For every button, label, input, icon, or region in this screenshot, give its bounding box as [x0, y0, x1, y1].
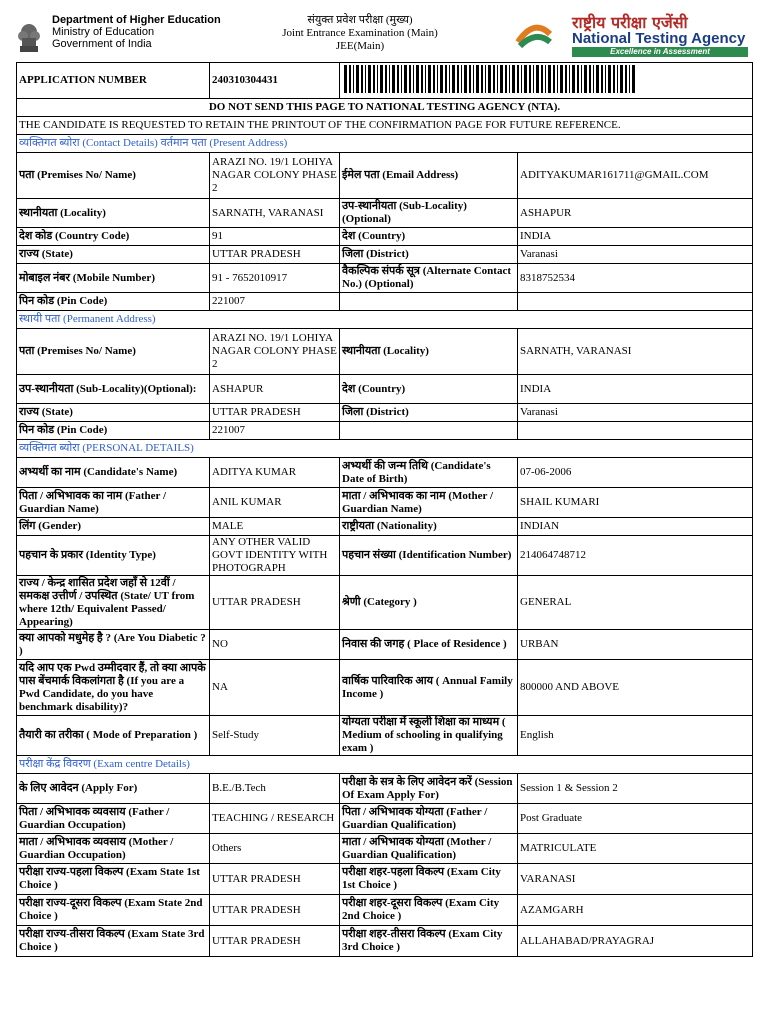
field-label: अभ्यर्थी का नाम (Candidate's Name)	[17, 458, 210, 488]
barcode-bar	[521, 65, 522, 93]
table-row	[17, 199, 753, 228]
table-row	[17, 404, 753, 422]
barcode-bar	[632, 65, 635, 93]
barcode-bar	[476, 65, 479, 93]
field-label: परीक्षा शहर-तीसरा विकल्प (Exam City 3rd Choice )	[340, 926, 518, 957]
national-emblem-icon	[14, 16, 44, 56]
barcode-bar	[589, 65, 591, 93]
barcode-bar	[416, 65, 419, 93]
field-label: स्थानीयता (Locality)	[17, 199, 210, 228]
table-row	[17, 716, 753, 756]
barcode-bar	[553, 65, 555, 93]
field-value: Varanasi	[518, 246, 753, 264]
barcode-bar	[505, 65, 507, 93]
barcode-bar	[545, 65, 546, 93]
barcode-bar	[517, 65, 519, 93]
barcode-bar	[488, 65, 491, 93]
field-value	[518, 293, 753, 311]
barcode-bar	[365, 65, 366, 93]
table-row	[17, 834, 753, 864]
table-row	[17, 422, 753, 440]
barcode-bar	[509, 65, 510, 93]
field-value: Others	[210, 834, 340, 864]
nta-logo-icon	[514, 20, 554, 52]
barcode-bar	[548, 65, 551, 93]
field-value: English	[518, 716, 753, 756]
table-row	[17, 293, 753, 311]
table-row	[17, 488, 753, 518]
field-value: SARNATH, VARANASI	[210, 199, 340, 228]
field-value: Session 1 & Session 2	[518, 774, 753, 804]
field-label: माता / अभिभावक योग्यता (Mother / Guardian Qualification)	[340, 834, 518, 864]
field-label: वार्षिक पारिवारिक आय ( Annual Family Income )	[340, 660, 518, 716]
barcode-bar	[401, 65, 402, 93]
notice-row	[17, 117, 753, 135]
barcode-bar	[584, 65, 587, 93]
ministry-name: Ministry of Education	[52, 26, 155, 38]
barcode-bar	[529, 65, 531, 93]
exam-title-block	[250, 14, 470, 53]
table-row	[17, 329, 753, 375]
barcode-bar	[497, 65, 498, 93]
barcode-cell	[340, 63, 753, 99]
section-personal-details: व्यक्तिगत ब्योरा (PERSONAL DETAILS)	[17, 440, 753, 458]
field-label: पिन कोड (Pin Code)	[17, 293, 210, 311]
application-number: 240310304431	[210, 63, 340, 99]
field-label: परीक्षा राज्य-दूसरा विकल्प (Exam State 2nd Choice )	[17, 895, 210, 926]
dept-title: Department of Higher Education	[52, 14, 221, 26]
section-row	[17, 311, 753, 329]
field-value: ARAZI NO. 19/1 LOHIYA NAGAR COLONY PHASE 2	[210, 153, 340, 199]
barcode-bar	[577, 65, 579, 93]
application-row	[17, 63, 753, 99]
barcode-bar	[425, 65, 426, 93]
table-row	[17, 926, 753, 957]
field-value: MATRICULATE	[518, 834, 753, 864]
field-label: जिला (District)	[340, 404, 518, 422]
table-row	[17, 246, 753, 264]
field-label: ईमेल पता (Email Address)	[340, 153, 518, 199]
field-label: राज्य (State)	[17, 246, 210, 264]
field-label	[340, 422, 518, 440]
table-row	[17, 804, 753, 834]
field-value: UTTAR PRADESH	[210, 864, 340, 895]
nta-name-hindi: राष्ट्रीय परीक्षा एजेंसी	[572, 13, 688, 32]
barcode-bar	[464, 65, 467, 93]
barcode-bar	[457, 65, 459, 93]
exam-title-hindi: संयुक्त प्रवेश परीक्षा (मुख्य)	[307, 14, 413, 26]
notice-do-not-send: DO NOT SEND THIS PAGE TO NATIONAL TESTING AGENCY (NTA).	[17, 99, 753, 117]
field-label: पहचान संख्या (Identification Number)	[340, 536, 518, 576]
field-label: स्थानीयता (Locality)	[340, 329, 518, 375]
exam-short-name: JEE(Main)	[335, 40, 385, 52]
field-label: उप-स्थानीयता (Sub-Locality)(Optional)	[340, 199, 518, 228]
field-value: ADITYA KUMAR	[210, 458, 340, 488]
notice-retain-printout: THE CANDIDATE IS REQUESTED TO RETAIN THE PRINTOUT OF THE CONFIRMATION PAGE FOR FUTURE REFERENCE.	[17, 117, 753, 135]
barcode-bar	[437, 65, 438, 93]
field-label: माता / अभिभावक का नाम (Mother / Guardian Name)	[340, 488, 518, 518]
field-value: 8318752534	[518, 264, 753, 293]
field-label: यदि आप एक Pwd उम्मीदवार हैं, तो क्या आपके पास बेंचमार्क विकलांगता है (If you are a Pwd Candidate, do you have benchmark disability)?	[17, 660, 210, 716]
field-label: उप-स्थानीयता (Sub-Locality)(Optional):	[17, 375, 210, 404]
barcode-bar	[625, 65, 627, 93]
field-value: UTTAR PRADESH	[210, 895, 340, 926]
barcode-bar	[473, 65, 474, 93]
field-label: पता (Premises No/ Name)	[17, 153, 210, 199]
field-label: मोबाइल नंबर (Mobile Number)	[17, 264, 210, 293]
barcode-bar	[385, 65, 387, 93]
barcode-bar	[449, 65, 450, 93]
field-label: अभ्यर्थी की जन्म तिथि (Candidate's Date of Birth)	[340, 458, 518, 488]
table-row	[17, 518, 753, 536]
barcode-bar	[608, 65, 611, 93]
field-value: ANY OTHER VALID GOVT IDENTITY WITH PHOTOGRAPH	[210, 536, 340, 576]
field-label: परीक्षा के सत्र के लिए आवेदन करें (Session Of Exam Apply For)	[340, 774, 518, 804]
exam-title-english: Joint Entrance Examination (Main)	[282, 27, 438, 39]
barcode-bar	[397, 65, 399, 93]
nta-name-english: National Testing Agency	[572, 30, 746, 47]
confirmation-table	[16, 62, 753, 957]
table-row	[17, 153, 753, 199]
barcode-bar	[565, 65, 567, 93]
field-label: वैकल्पिक संपर्क सूत्र (Alternate Contact No.) (Optional)	[340, 264, 518, 293]
section-contact-details: व्यक्तिगत ब्योरा (Contact Details) वर्तमान पता (Present Address)	[17, 135, 753, 153]
barcode-bar	[596, 65, 599, 93]
field-value: 221007	[210, 422, 340, 440]
barcode-bar	[389, 65, 390, 93]
barcode-bar	[601, 65, 603, 93]
field-value: UTTAR PRADESH	[210, 246, 340, 264]
section-row	[17, 440, 753, 458]
field-label: पता (Premises No/ Name)	[17, 329, 210, 375]
barcode-bar	[524, 65, 527, 93]
barcode-bar	[512, 65, 515, 93]
application-label: APPLICATION NUMBER	[17, 63, 210, 99]
field-label: देश (Country)	[340, 375, 518, 404]
field-value: GENERAL	[518, 576, 753, 630]
barcode-bar	[368, 65, 371, 93]
barcode-bar	[560, 65, 563, 93]
field-value: AZAMGARH	[518, 895, 753, 926]
barcode-bar	[404, 65, 407, 93]
table-row	[17, 536, 753, 576]
barcode-bar	[500, 65, 503, 93]
field-label: पहचान के प्रकार (Identity Type)	[17, 536, 210, 576]
barcode-bar	[452, 65, 455, 93]
barcode-bar	[481, 65, 483, 93]
barcode-bar	[440, 65, 443, 93]
section-permanent-address: स्थायी पता (Permanent Address)	[17, 311, 753, 329]
field-value: TEACHING / RESEARCH	[210, 804, 340, 834]
field-value: 07-06-2006	[518, 458, 753, 488]
field-value: UTTAR PRADESH	[210, 576, 340, 630]
barcode-bar	[353, 65, 354, 93]
field-label: देश कोड (Country Code)	[17, 228, 210, 246]
barcode-bar	[392, 65, 395, 93]
department-block	[52, 14, 221, 50]
field-value: ADITYAKUMAR161711@GMAIL.COM	[518, 153, 753, 199]
field-label	[340, 293, 518, 311]
field-value: 91	[210, 228, 340, 246]
barcode-bar	[557, 65, 558, 93]
field-label: क्या आपको मधुमेह है ? (Are You Diabetic ? )	[17, 630, 210, 660]
field-value: UTTAR PRADESH	[210, 404, 340, 422]
field-label: लिंग (Gender)	[17, 518, 210, 536]
field-value: MALE	[210, 518, 340, 536]
field-value: URBAN	[518, 630, 753, 660]
field-label: परीक्षा राज्य-पहला विकल्प (Exam State 1st Choice )	[17, 864, 210, 895]
table-row	[17, 660, 753, 716]
field-value: 91 - 7652010917	[210, 264, 340, 293]
field-label: पिन कोड (Pin Code)	[17, 422, 210, 440]
barcode-bar	[581, 65, 582, 93]
field-label: परीक्षा शहर-दूसरा विकल्प (Exam City 2nd Choice )	[340, 895, 518, 926]
field-value: ARAZI NO. 19/1 LOHIYA NAGAR COLONY PHASE 2	[210, 329, 340, 375]
table-row	[17, 895, 753, 926]
barcode-bar	[428, 65, 431, 93]
field-value: ANIL KUMAR	[210, 488, 340, 518]
table-row	[17, 774, 753, 804]
field-label: पिता / अभिभावक का नाम (Father / Guardian Name)	[17, 488, 210, 518]
field-label: योग्यता परीक्षा में स्कूली शिक्षा का माध्यम ( Medium of schooling in qualifying exam )	[340, 716, 518, 756]
field-label: श्रेणी (Category )	[340, 576, 518, 630]
barcode-bar	[617, 65, 618, 93]
field-value: 800000 AND ABOVE	[518, 660, 753, 716]
field-label: राष्ट्रीयता (Nationality)	[340, 518, 518, 536]
field-value	[518, 422, 753, 440]
barcode-bar	[380, 65, 383, 93]
table-row	[17, 264, 753, 293]
field-value: INDIA	[518, 228, 753, 246]
table-row	[17, 630, 753, 660]
field-value: INDIA	[518, 375, 753, 404]
table-row	[17, 375, 753, 404]
barcode-bar	[485, 65, 486, 93]
barcode-icon	[342, 64, 636, 94]
barcode-bar	[344, 65, 347, 93]
field-label: राज्य (State)	[17, 404, 210, 422]
barcode-bar	[572, 65, 575, 93]
section-row	[17, 756, 753, 774]
section-row	[17, 135, 753, 153]
field-label: राज्य / केन्द्र शासित प्रदेश जहाँ से 12वीं / समकक्ष उत्तीर्ण / उपस्थित (State/ UT from where 12th/ Equivalent Passed/ Appearing)	[17, 576, 210, 630]
government-name: Government of India	[52, 38, 152, 50]
table-row	[17, 228, 753, 246]
field-value: Post Graduate	[518, 804, 753, 834]
barcode-bar	[536, 65, 539, 93]
table-row	[17, 864, 753, 895]
barcode-bar	[620, 65, 623, 93]
nta-tagline: Excellence in Assessment	[572, 47, 748, 57]
notice-row	[17, 99, 753, 117]
field-label: माता / अभिभावक व्यवसाय (Mother / Guardian Occupation)	[17, 834, 210, 864]
barcode-bar	[629, 65, 630, 93]
barcode-bar	[421, 65, 423, 93]
barcode-bar	[433, 65, 435, 93]
field-label: देश (Country)	[340, 228, 518, 246]
page-header	[0, 0, 768, 62]
field-value: 214064748712	[518, 536, 753, 576]
barcode-bar	[361, 65, 363, 93]
barcode-bar	[569, 65, 570, 93]
field-value: UTTAR PRADESH	[210, 926, 340, 957]
barcode-bar	[493, 65, 495, 93]
field-value: NO	[210, 630, 340, 660]
field-value: 221007	[210, 293, 340, 311]
barcode-bar	[349, 65, 351, 93]
field-value: ALLAHABAD/PRAYAGRAJ	[518, 926, 753, 957]
barcode-bar	[593, 65, 594, 93]
barcode-bar	[469, 65, 471, 93]
field-label: निवास की जगह ( Place of Residence )	[340, 630, 518, 660]
field-label: पिता / अभिभावक व्यवसाय (Father / Guardian Occupation)	[17, 804, 210, 834]
barcode-bar	[541, 65, 543, 93]
section-exam-centre-details: परीक्षा केंद्र विवरण (Exam centre Details)	[17, 756, 753, 774]
barcode-bar	[377, 65, 378, 93]
barcode-bar	[533, 65, 534, 93]
field-label: पिता / अभिभावक योग्यता (Father / Guardian Qualification)	[340, 804, 518, 834]
barcode-bar	[356, 65, 359, 93]
field-label: तैयारी का तरीका ( Mode of Preparation )	[17, 716, 210, 756]
field-label: जिला (District)	[340, 246, 518, 264]
barcode-bar	[373, 65, 375, 93]
barcode-bar	[409, 65, 411, 93]
field-label: परीक्षा शहर-पहला विकल्प (Exam City 1st Choice )	[340, 864, 518, 895]
barcode-bar	[445, 65, 447, 93]
field-value: ASHAPUR	[518, 199, 753, 228]
field-value: VARANASI	[518, 864, 753, 895]
barcode-bar	[613, 65, 615, 93]
field-value: Varanasi	[518, 404, 753, 422]
field-value: SHAIL KUMARI	[518, 488, 753, 518]
table-row	[17, 576, 753, 630]
barcode-bar	[413, 65, 414, 93]
field-value: INDIAN	[518, 518, 753, 536]
barcode-bar	[461, 65, 462, 93]
field-value: SARNATH, VARANASI	[518, 329, 753, 375]
table-row	[17, 458, 753, 488]
field-label: के लिए आवेदन (Apply For)	[17, 774, 210, 804]
field-value: ASHAPUR	[210, 375, 340, 404]
field-value: Self-Study	[210, 716, 340, 756]
field-value: B.E./B.Tech	[210, 774, 340, 804]
barcode-bar	[605, 65, 606, 93]
field-value: NA	[210, 660, 340, 716]
field-label: परीक्षा राज्य-तीसरा विकल्प (Exam State 3rd Choice )	[17, 926, 210, 957]
